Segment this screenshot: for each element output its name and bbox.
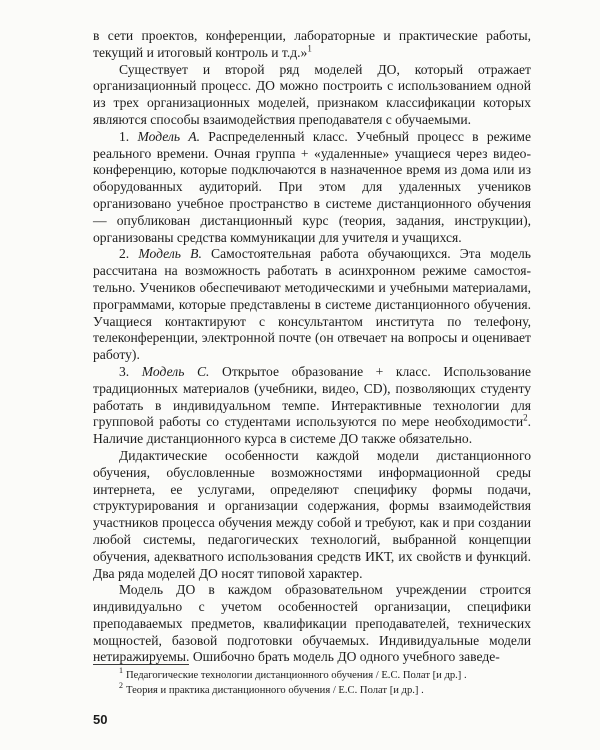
model-label: Модель С.: [141, 363, 210, 379]
paragraph-text: Дидактические особенности каждой модели дистанционного обучения, обусловленные возможностями информационной среды интернета, ее услугами, определяют специфику формы подачи, структурирования и организации содержания, формы взаимодействия участников процесса обучения между собой и требуют, как и при создании любой системы, педагогических технологий, выбранной концепции обучения, адекватного использования средств ИКТ, их свойств и функций. Два ряда моделей ДО носят типовой характер.: [93, 447, 531, 581]
model-label: Модель В.: [138, 246, 202, 262]
footnote-divider: [93, 664, 189, 665]
model-number: 3.: [119, 363, 130, 379]
paragraph-text: Существует и второй ряд моделей ДО, который отражает организационный процесс. ДО можно построить с использованием одной из трех организационных моделей, признаком классификации которых являются способы взаимодействия преподавателя с обучаемыми.: [93, 61, 531, 127]
model-label: Модель А.: [137, 128, 201, 144]
model-number: 1.: [119, 128, 130, 144]
paragraph-individual-models: [93, 582, 531, 666]
paragraph-text: Самостоятельная работа обучающихся. Эта модель рассчитана на возможность работать в асинхронном режиме самостоятельно. Учеников обеспечивают методическими и учебными материалами, программами, которые представлены в системе дистанционного обучения. Учащиеся контактируют с консультантом института по телефону, телеконференции, электронной почте (он отвечает на вопросы и оценивает работу).: [93, 246, 532, 363]
paragraph-text: Открытое образование + класс. Использование традиционных материалов (учебники, видео, CD), позволяющих студенту работать в индивидуальном темпе. Интерактивные технологии для групповой работы со студентами используются по мере необходимости: [93, 363, 532, 430]
paragraph-didactic-features: [93, 448, 531, 582]
footnote-ref-2: 2: [523, 412, 528, 423]
paragraph-text-after-note: . Наличие дистанционного курса в системе ДО также обязательно.: [93, 414, 531, 447]
model-number: 2.: [119, 246, 130, 262]
footnotes: [93, 668, 531, 698]
paragraph-organizational-models: [93, 62, 531, 129]
paragraph-text: Модель ДО в каждом образовательном учреждении строится индивидуально с учетом особенностей организации, специфики преподаваемых предметов, квалификации преподавателей, технических мощностей, базовой подготовки обучаемых. Индивидуальные модели нетиражируемы. Ошибочно брать модель ДО одного учебного заведе-: [93, 582, 531, 665]
paragraph-model-c: [93, 364, 531, 448]
footnote-text: Педагогические технологии дистанционного обучения / Е.С. Полат [и др.] .: [126, 670, 467, 681]
paragraph-text: Распределенный класс. Учебный процесс в режиме реального времени. Очная группа + «удаленные» учащиеся через видеоконференцию, которые подключаются в назначенное время из дома или из оборудованных аудиторий. При этом для удаленных учеников организовано учебное пространство в системе дистанционного обучения — опубликован дистанционный курс (теория, задания, инструкции), организованы средства коммуникации для учителя и учащихся.: [93, 128, 531, 245]
main-text: [93, 28, 531, 666]
footnote-text: Теория и практика дистанционного обучения / Е.С. Полат [и др.] .: [126, 685, 424, 696]
footnote-number: 2: [119, 681, 123, 691]
paragraph-text: в сети проектов, конференции, лабораторные и практические работы, текущий и итоговый контроль и т.д.»: [93, 28, 531, 60]
footnote-1: [93, 668, 531, 683]
paragraph-continuation: [93, 28, 531, 62]
paragraph-model-a: [93, 129, 531, 247]
footnote-2: [93, 683, 531, 698]
page-number: 50: [93, 712, 108, 727]
footnote-number: 1: [119, 666, 123, 676]
footnote-ref-1: 1: [307, 43, 312, 54]
paragraph-model-b: [93, 246, 531, 364]
